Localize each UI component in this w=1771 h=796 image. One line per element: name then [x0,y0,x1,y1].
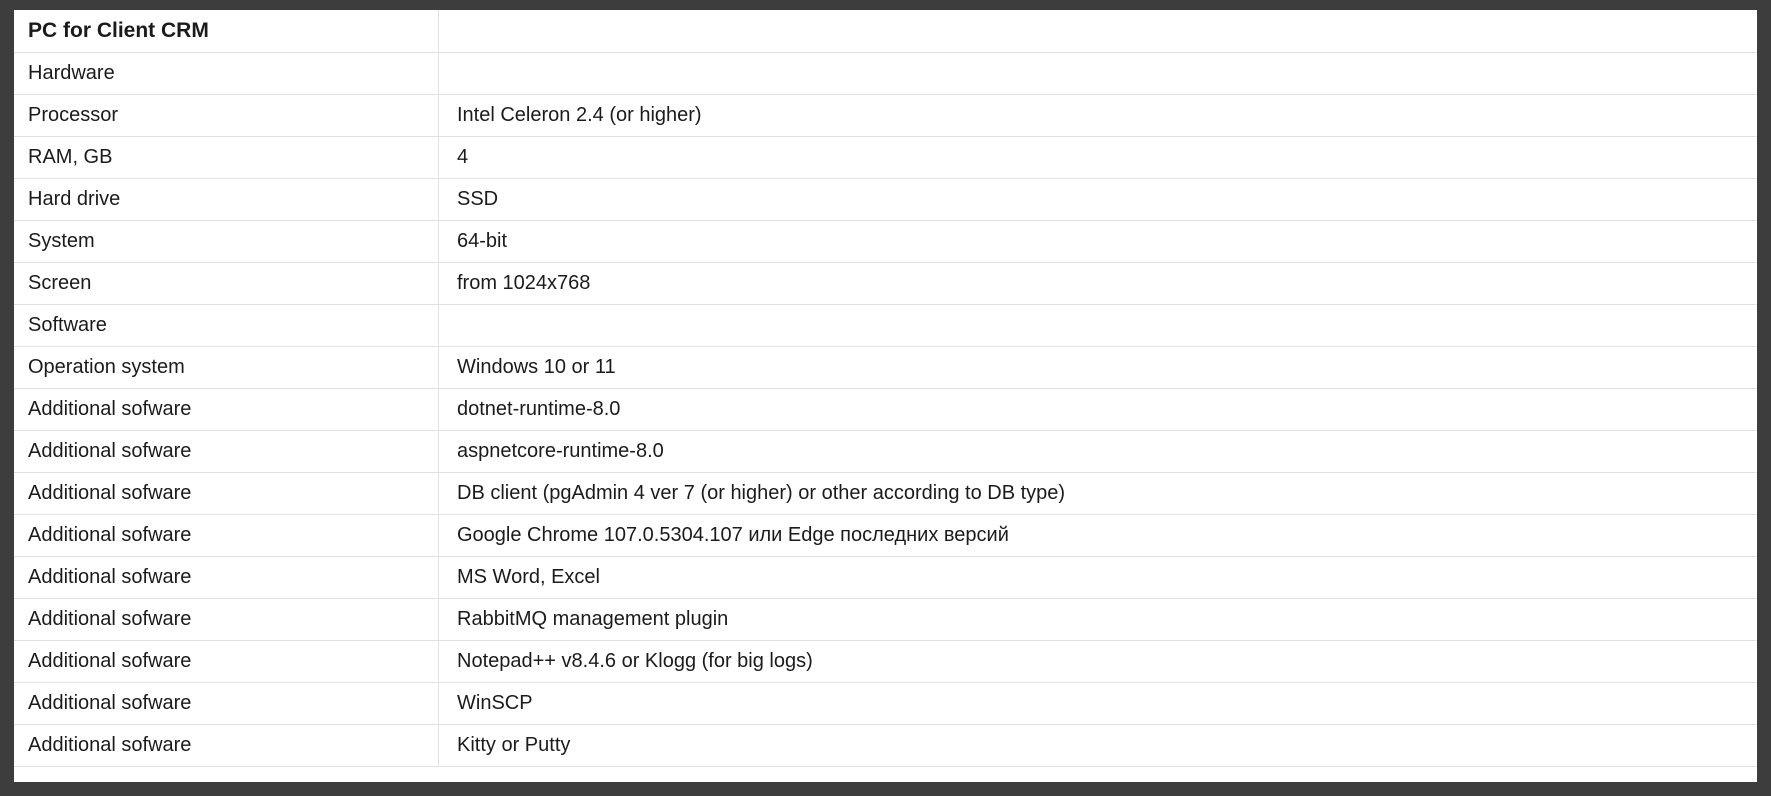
table-row [14,514,1757,556]
table-row [14,472,1757,514]
row-label: Additional sofware [14,430,439,472]
row-value [439,10,1758,52]
table-row [14,724,1757,766]
row-value: SSD [439,178,1758,220]
row-value: Kitty or Putty [439,724,1758,766]
row-value: Windows 10 or 11 [439,346,1758,388]
section-label: Software [14,304,439,346]
row-label: System [14,220,439,262]
table-row [14,598,1757,640]
row-label: Additional sofware [14,514,439,556]
row-label: Additional sofware [14,682,439,724]
row-label: Additional sofware [14,472,439,514]
row-value: from 1024x768 [439,262,1758,304]
row-value [439,52,1758,94]
row-value: dotnet-runtime-8.0 [439,388,1758,430]
row-label: RAM, GB [14,136,439,178]
row-value: aspnetcore-runtime-8.0 [439,430,1758,472]
document-page [14,10,1757,782]
section-label: Hardware [14,52,439,94]
row-value: Notepad++ v8.4.6 or Klogg (for big logs) [439,640,1758,682]
table-row [14,430,1757,472]
table-row [14,10,1757,52]
row-label: Additional sofware [14,724,439,766]
table-row [14,220,1757,262]
row-value: Google Chrome 107.0.5304.107 или Edge последних версий [439,514,1758,556]
row-value: RabbitMQ management plugin [439,598,1758,640]
table-row [14,178,1757,220]
row-label: Additional sofware [14,388,439,430]
table-row [14,346,1757,388]
row-label: Screen [14,262,439,304]
row-label: Hard drive [14,178,439,220]
row-value: 4 [439,136,1758,178]
table-body [14,10,1757,766]
table-row [14,640,1757,682]
table-row [14,94,1757,136]
row-value [439,304,1758,346]
requirements-table [14,10,1757,767]
row-value: MS Word, Excel [439,556,1758,598]
row-value: DB client (pgAdmin 4 ver 7 (or higher) or other according to DB type) [439,472,1758,514]
table-row [14,136,1757,178]
page-title: PC for Client CRM [14,10,439,52]
row-label: Operation system [14,346,439,388]
row-value: 64-bit [439,220,1758,262]
row-label: Additional sofware [14,556,439,598]
table-row [14,682,1757,724]
row-label: Processor [14,94,439,136]
row-label: Additional sofware [14,598,439,640]
table-row [14,388,1757,430]
table-row [14,556,1757,598]
row-value: WinSCP [439,682,1758,724]
table-row [14,304,1757,346]
table-row [14,52,1757,94]
row-value: Intel Celeron 2.4 (or higher) [439,94,1758,136]
table-row [14,262,1757,304]
row-label: Additional sofware [14,640,439,682]
